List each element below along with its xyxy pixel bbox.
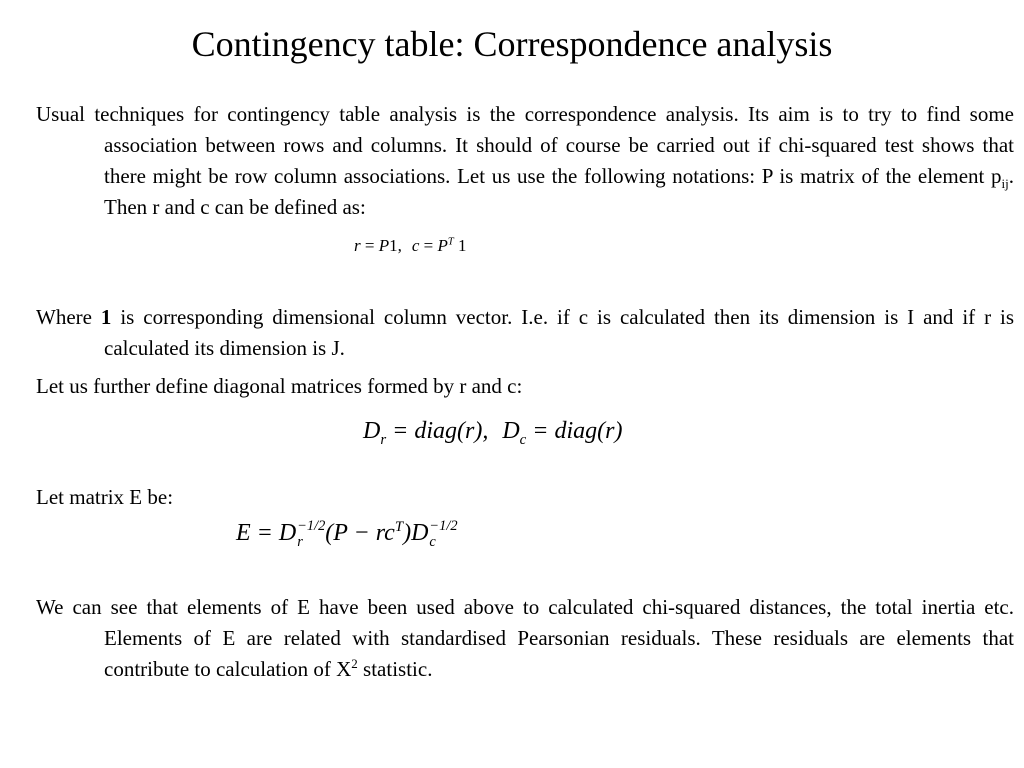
equation-diagonal [363, 415, 622, 447]
slide-title: Contingency table: Correspondence analysis [191, 24, 833, 64]
eq1-equals-2: = [419, 236, 438, 255]
eq3-close: )D [403, 520, 429, 546]
eq3-transpose: T [394, 519, 404, 535]
intro-subscript: ij [1001, 176, 1009, 192]
eq2-r-sub: r [380, 431, 387, 448]
eq3-script-2 [429, 519, 457, 550]
conclusion-paragraph [36, 592, 1014, 685]
intro-paragraph [36, 99, 1014, 223]
eq3-sub-1: r [297, 534, 303, 551]
eq1-r: r [354, 236, 361, 255]
eq1-p-2: P [437, 236, 448, 255]
eq2-rhs-2: = diag(r) [526, 418, 623, 444]
eq3-script-1 [297, 519, 325, 550]
equation-matrix-e [236, 516, 458, 550]
where-paragraph [36, 302, 1014, 364]
eq1-transpose: T [447, 236, 454, 248]
intro-tail: . Then r and c can be defined as: [104, 164, 1014, 219]
intro-text: Usual techniques for contingency table analysis is the correspondence analysis. Its aim is to try to find some association between rows and columns. It should of course be carried out if chi-squared test shows that there might be row column associations. Let us use the following notations: P is matrix of the element p [36, 102, 1014, 188]
eq1-equals: = [360, 236, 379, 255]
eq3-lhs: E = D [236, 520, 297, 546]
eq1-one-2: 1 [453, 236, 467, 255]
eq2-rhs-1: = diag(r), [386, 418, 489, 444]
eq1-p: P [378, 236, 390, 255]
eq3-exp-1: −1/2 [297, 518, 326, 535]
where-lead: Where [36, 305, 101, 329]
conclusion-tail: statistic. [357, 657, 433, 681]
eq3-sub-2: c [429, 534, 436, 551]
where-text: is corresponding dimensional column vector. I.e. if c is calculated then its dimension is I and if r is calculated its dimension is J. [104, 305, 1014, 360]
where-bold-one: 1 [100, 305, 112, 329]
matrix-e-paragraph: Let matrix E be: [36, 485, 174, 509]
conclusion-superscript: 2 [351, 656, 358, 671]
conclusion-text: We can see that elements of E have been used above to calculated chi-squared distances, the total inertia etc. Elements of E are related with standardised Pearsonian residuals. These residuals are elements that contribute to calculation of X [36, 595, 1014, 681]
eq3-exp-2: −1/2 [429, 518, 458, 535]
eq1-c: c [411, 236, 420, 255]
eq1-one: 1, [389, 236, 402, 255]
eq2-c-sub: c [519, 431, 527, 448]
diagonal-paragraph: Let us further define diagonal matrices formed by r and c: [36, 374, 523, 398]
eq3-middle: (P − rc [325, 520, 395, 546]
eq2-d-r: D [363, 418, 381, 444]
equation-r-c [354, 234, 467, 258]
eq2-d-c: D [502, 418, 520, 444]
